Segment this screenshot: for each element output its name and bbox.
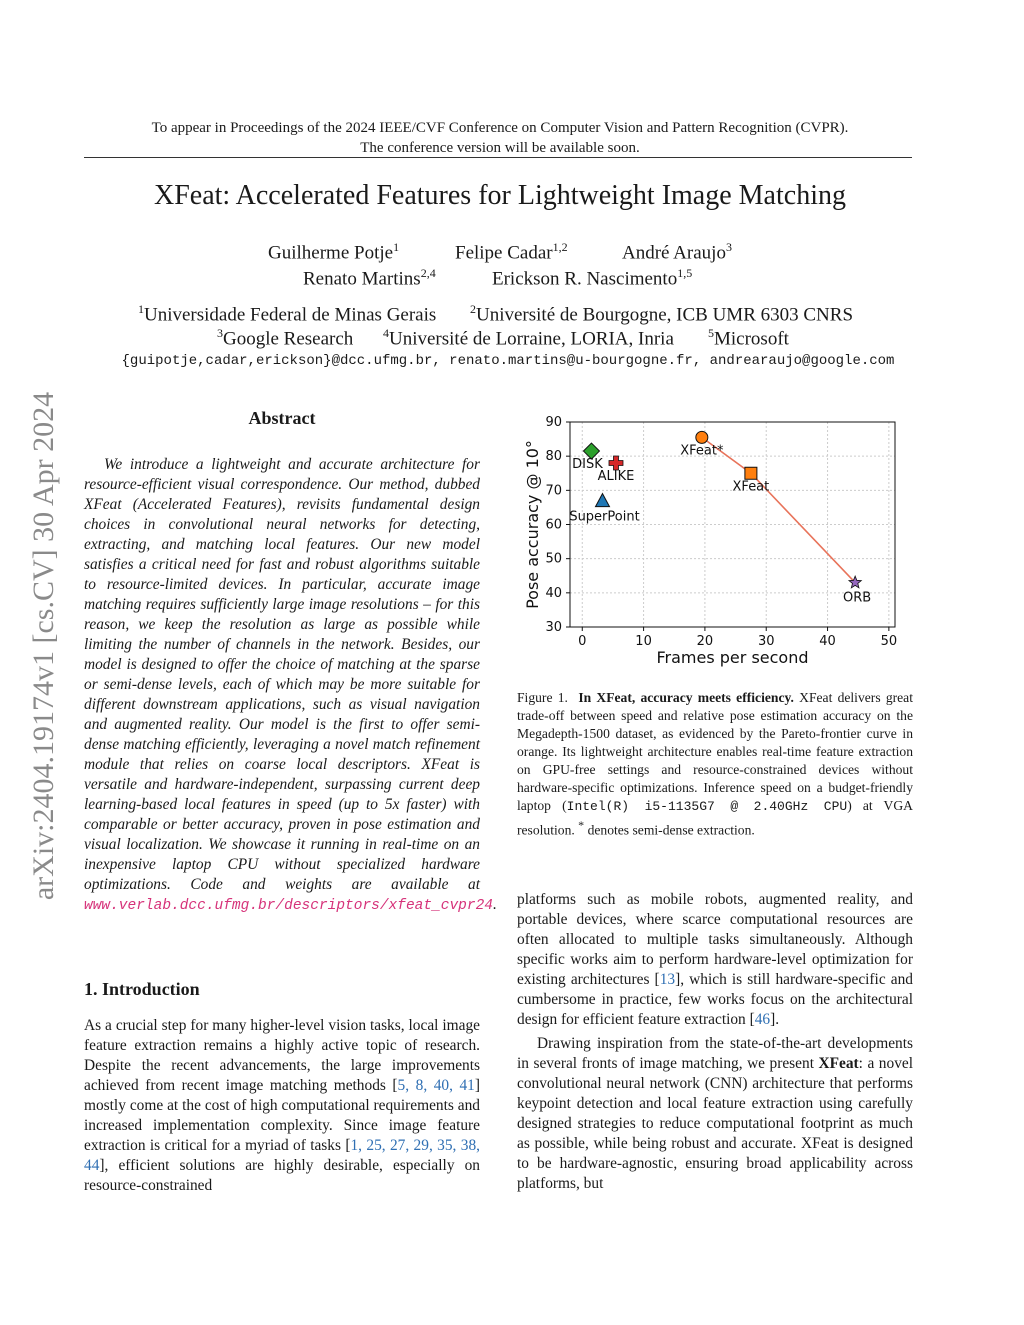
affiliation: $^5$Microsoft [708,326,789,350]
citation-link[interactable]: 13 [659,971,676,988]
citation-links[interactable]: 1, 25, 27, 29, 35, 38, 44 [84,1137,480,1174]
author: Erickson R. Nascimento$^{1,5}$ [492,266,693,290]
data-point-xfeat [696,431,708,443]
x-tick-label: 20 [696,634,714,649]
data-label-orb: ORB [843,590,872,606]
y-tick-label: 70 [545,483,562,499]
abstract-heading: Abstract [248,408,316,428]
data-label-disk: DISK [572,457,603,473]
affiliation: $^3$Google Research [217,326,354,350]
data-label-alike: ALIKE [597,469,635,484]
y-tick-label: 30 [545,620,562,635]
data-point-xfeat [745,467,757,479]
y-tick-label: 90 [545,415,562,430]
conference-notice-line2: The conference version will be available soon. [360,140,640,156]
author: André Araujo$^3$ [622,240,732,264]
arxiv-identifier: arXiv:2404.19174v1 [cs.CV] 30 Apr 2024 [27,391,60,901]
pose-accuracy-chart [518,408,918,676]
author: Felipe Cadar$^{1,2}$ [455,240,568,264]
x-tick-label: 50 [880,634,898,649]
author: Guilherme Potje$^1$ [268,240,400,264]
citation-links[interactable]: 5, 8, 40, 41 [397,1077,475,1094]
intro-continued-paragraph: platforms such as mobile robots, augmented reality, and portable devices, where scarce computational resources are often allocated to multiple tasks simultaneously. Although specific works aim to perform hardware-level optimization for existing architectures [13], which is still hardware-specific and cumbersome in practice, few works focus on the architectural design for efficient feature extraction [46]. [517,891,913,1028]
y-tick-label: 80 [545,449,562,465]
code-link[interactable]: www.verlab.dcc.ufmg.br/descriptors/xfeat_cvpr24 [84,898,493,914]
x-tick-label: 0 [578,634,587,649]
conference-notice-line1: To appear in Proceedings of the 2024 IEEE/CVF Conference on Computer Vision and Pattern Recognition (CVPR). [151,120,849,136]
x-axis-label: Frames per second [656,648,809,667]
data-point-superpoint [596,494,610,507]
data-label-xfeat: XFeat* [680,443,724,459]
citation-link[interactable]: 46 [754,1011,771,1028]
affiliation: $^2$Université de Bourgogne, ICB UMR 6303 CNRS [470,302,854,326]
y-axis-label: Pose accuracy @ 10° [523,440,542,609]
author-emails: {guipotje,cadar,erickson}@dcc.ufmg.br, renato.martins@u-bourgogne.fr, andrearaujo@google.com [121,353,895,369]
xfeat-intro-paragraph: Drawing inspiration from the state-of-the-art developments in several fronts of image matching, we present XFeat: a novel convolutional neural network (CNN) architecture that performs keypoint detection and local feature extraction using carefully designed strategies to reduce computational footprint as much as possible, while being robust and accurate. XFeat is designed to be hardware-agnostic, ensuring broad applicability across platforms, but [517,1035,913,1192]
affiliation: $^1$Universidade Federal de Minas Gerais [138,302,437,326]
intro-paragraph: As a crucial step for many higher-level vision tasks, local image feature extraction remains a highly active topic of research. Despite the recent advancements, the large improvements achieved from recent image matching methods [5, 8, 40, 41] mostly come at the cost of high computational requirements and increased implementation complexity. Since image feature extraction is critical for a myriad of tasks [1, 25, 27, 29, 35, 38, 44], efficient solutions are highly desirable, especially on resource-constrained [84,1017,480,1194]
header-rule [84,157,912,158]
data-point-alike [609,456,623,470]
x-tick-label: 10 [635,634,652,649]
figure-caption: Figure 1. In XFeat, accuracy meets efficiency. XFeat delivers great trade-off between speed and relative pose estimation accuracy on the Megadepth-1500 dataset, as evidenced by the Pareto-frontier curve in orange. Its lightweight architecture enables real-time feature extraction on GPU-free settings and resource-constrained devices without hardware-specific optimizations. Inference speed on a budget-friendly laptop (Intel(R) i5-1135G7 @ 2.40GHz CPU) at VGA resolution. * denotes semi-dense extraction. [517,690,914,838]
x-tick-label: 40 [819,634,836,649]
x-tick-label: 30 [757,634,775,649]
y-tick-label: 50 [545,551,562,567]
data-label-xfeat: XFeat [732,479,770,495]
affiliation: $^4$Université de Lorraine, LORIA, Inria [383,326,674,350]
paper-title: XFeat: Accelerated Features for Lightweight Image Matching [154,180,846,211]
pareto-frontier-line [702,437,855,582]
y-tick-label: 60 [545,517,562,533]
author: Renato Martins$^{2,4}$ [303,266,436,290]
abstract-text: We introduce a lightweight and accurate architecture for resource-efficient visual correspondence. Our method, dubbed XFeat (Accelerated Features), revisits fundamental design choices in convolutional neural networks for detecting, extracting, and matching local features. Our new model satisfies a critical need for fast and robust algorithms suitable to resource-limited devices. In particular, accurate image matching requires sufficiently large image resolutions – for this reason, we keep the resolution as large as possible while limiting the number of channels in the network. Besides, our model is designed to offer the choice of matching at the sparse or semi-dense levels, each of which may be more suitable for different downstream applications, such as visual navigation and augmented reality. Our model is the first to offer semi-dense matching efficiently, leveraging a novel match refinement module that relies on coarse local descriptors. XFeat is versatile and hardware-independent, surpassing current deep learning-based local features in speed (up to 5x faster) with comparable or better accuracy, proven in pose estimation and visual localization. We showcase it running in real-time on an inexpensive laptop CPU without specialized hardware optimizations. Code and weights are available at www.verlab.dcc.ufmg.br/descriptors/xfeat_cvpr24. [84,456,497,914]
intro-heading: 1. Introduction [84,979,200,999]
data-label-superpoint: SuperPoint [569,509,640,525]
y-tick-label: 40 [545,585,562,601]
